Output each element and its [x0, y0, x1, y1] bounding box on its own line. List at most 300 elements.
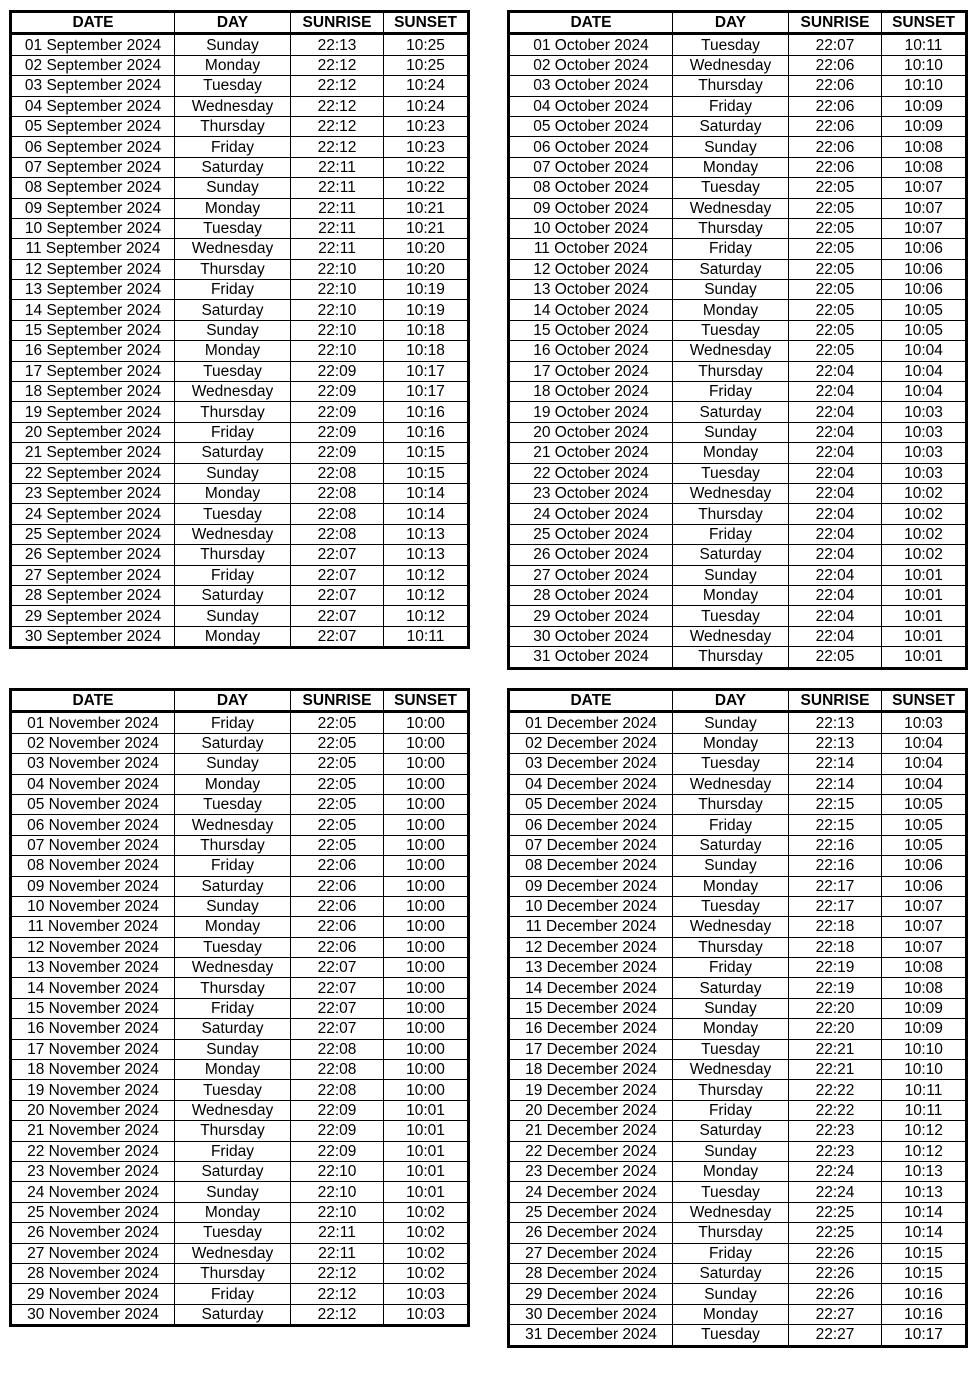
day-cell: Tuesday: [673, 178, 789, 198]
date-cell: 24 October 2024: [509, 504, 673, 524]
sunset-cell: 10:00: [384, 794, 469, 814]
sunrise-cell: 22:25: [789, 1202, 882, 1222]
day-cell: Thursday: [175, 116, 291, 136]
table-row: [11, 341, 469, 361]
sunset-cell: 10:19: [384, 300, 469, 320]
day-cell: Monday: [175, 341, 291, 361]
date-cell: 10 November 2024: [11, 896, 175, 916]
table-row: [509, 504, 967, 524]
table-row: [509, 198, 967, 218]
sunset-cell: 10:13: [882, 1161, 967, 1181]
day-cell: Tuesday: [673, 896, 789, 916]
sunrise-cell: 22:13: [789, 712, 882, 733]
sunrise-cell: 22:23: [789, 1141, 882, 1161]
table-row: [11, 1100, 469, 1120]
date-cell: 04 December 2024: [509, 774, 673, 794]
date-cell: 15 October 2024: [509, 320, 673, 340]
day-cell: Wednesday: [175, 382, 291, 402]
table-row: [11, 754, 469, 774]
table-row: [11, 1223, 469, 1243]
sunrise-cell: 22:08: [291, 463, 384, 483]
date-cell: 26 December 2024: [509, 1223, 673, 1243]
table-row: [509, 1080, 967, 1100]
date-cell: 03 December 2024: [509, 754, 673, 774]
date-cell: 31 October 2024: [509, 647, 673, 668]
sunset-cell: 10:13: [384, 545, 469, 565]
day-cell: Monday: [673, 1019, 789, 1039]
table-row: [11, 917, 469, 937]
sunrise-cell: 22:11: [291, 239, 384, 259]
day-cell: Sunday: [673, 1141, 789, 1161]
table-row: [509, 280, 967, 300]
sunrise-cell: 22:05: [291, 733, 384, 753]
day-cell: Sunday: [673, 856, 789, 876]
table-row: [509, 178, 967, 198]
sunset-cell: 10:00: [384, 774, 469, 794]
day-cell: Tuesday: [673, 1325, 789, 1346]
table-row: [509, 856, 967, 876]
table-row: [11, 565, 469, 585]
date-cell: 13 November 2024: [11, 958, 175, 978]
sunrise-cell: 22:11: [291, 198, 384, 218]
sunset-cell: 10:02: [384, 1243, 469, 1263]
sunset-cell: 10:24: [384, 76, 469, 96]
day-cell: Tuesday: [673, 463, 789, 483]
day-cell: Friday: [175, 712, 291, 733]
header-date: DATE: [509, 690, 673, 712]
sunrise-cell: 22:06: [789, 157, 882, 177]
sunset-cell: 10:23: [384, 116, 469, 136]
day-cell: Thursday: [673, 361, 789, 381]
sunset-cell: 10:07: [882, 937, 967, 957]
sunrise-cell: 22:04: [789, 524, 882, 544]
date-cell: 26 September 2024: [11, 545, 175, 565]
day-cell: Monday: [673, 1304, 789, 1324]
day-cell: Monday: [175, 774, 291, 794]
sunset-cell: 10:04: [882, 382, 967, 402]
day-cell: Wednesday: [673, 483, 789, 503]
day-cell: Thursday: [175, 835, 291, 855]
table-row: [11, 524, 469, 544]
date-cell: 29 November 2024: [11, 1284, 175, 1304]
sunrise-cell: 22:04: [789, 483, 882, 503]
date-cell: 28 November 2024: [11, 1263, 175, 1283]
table-row: [11, 876, 469, 896]
sunset-cell: 10:01: [882, 626, 967, 646]
table-row: [509, 835, 967, 855]
sunrise-cell: 22:04: [789, 382, 882, 402]
day-cell: Saturday: [673, 402, 789, 422]
day-cell: Thursday: [673, 937, 789, 957]
sunset-cell: 10:03: [882, 443, 967, 463]
date-cell: 31 December 2024: [509, 1325, 673, 1346]
sunrise-cell: 22:23: [789, 1121, 882, 1141]
table-row: [509, 137, 967, 157]
sunrise-cell: 22:20: [789, 1019, 882, 1039]
table-row: [509, 647, 967, 668]
date-cell: 27 September 2024: [11, 565, 175, 585]
date-cell: 18 December 2024: [509, 1060, 673, 1080]
date-cell: 07 October 2024: [509, 157, 673, 177]
date-cell: 02 November 2024: [11, 733, 175, 753]
sunset-cell: 10:20: [384, 259, 469, 279]
date-cell: 24 December 2024: [509, 1182, 673, 1202]
sunset-cell: 10:17: [384, 361, 469, 381]
date-cell: 23 December 2024: [509, 1161, 673, 1181]
table-row: [509, 76, 967, 96]
table-row: [11, 712, 469, 733]
day-cell: Thursday: [673, 794, 789, 814]
day-cell: Thursday: [673, 647, 789, 668]
sunset-cell: 10:00: [384, 1039, 469, 1059]
table-row: [509, 55, 967, 75]
day-cell: Sunday: [175, 1039, 291, 1059]
date-cell: 29 December 2024: [509, 1284, 673, 1304]
sunrise-cell: 22:16: [789, 835, 882, 855]
day-cell: Sunday: [673, 712, 789, 733]
header-date: DATE: [509, 12, 673, 34]
table-row: [509, 733, 967, 753]
table-row: [11, 218, 469, 238]
sunset-cell: 10:01: [882, 647, 967, 668]
date-cell: 13 December 2024: [509, 958, 673, 978]
sunrise-cell: 22:19: [789, 978, 882, 998]
header-day: DAY: [673, 12, 789, 34]
date-cell: 27 October 2024: [509, 565, 673, 585]
sunrise-cell: 22:04: [789, 545, 882, 565]
day-cell: Friday: [175, 422, 291, 442]
sunrise-cell: 22:04: [789, 422, 882, 442]
day-cell: Saturday: [175, 1019, 291, 1039]
sunset-cell: 10:00: [384, 958, 469, 978]
day-cell: Tuesday: [175, 361, 291, 381]
sunset-cell: 10:03: [384, 1304, 469, 1325]
table-row: [11, 1080, 469, 1100]
day-cell: Saturday: [673, 116, 789, 136]
sunrise-cell: 22:07: [291, 606, 384, 626]
table-row: [509, 1223, 967, 1243]
sunset-cell: 10:01: [882, 585, 967, 605]
table-row: [509, 1039, 967, 1059]
table-row: [11, 606, 469, 626]
day-cell: Sunday: [175, 606, 291, 626]
day-cell: Saturday: [175, 585, 291, 605]
sunrise-cell: 22:06: [789, 55, 882, 75]
table-row: [509, 1060, 967, 1080]
header-sunset: SUNSET: [882, 690, 967, 712]
date-cell: 11 September 2024: [11, 239, 175, 259]
table-row: [11, 1284, 469, 1304]
sunrise-cell: 22:06: [789, 96, 882, 116]
day-cell: Tuesday: [175, 1080, 291, 1100]
table-row: [11, 937, 469, 957]
date-cell: 03 November 2024: [11, 754, 175, 774]
table-row: [11, 422, 469, 442]
sunset-cell: 10:10: [882, 76, 967, 96]
sunrise-cell: 22:11: [291, 218, 384, 238]
table-row: [11, 402, 469, 422]
table-row: [11, 815, 469, 835]
sunrise-cell: 22:05: [291, 794, 384, 814]
date-cell: 26 November 2024: [11, 1223, 175, 1243]
sunset-cell: 10:09: [882, 998, 967, 1018]
day-cell: Monday: [673, 876, 789, 896]
sunset-cell: 10:11: [882, 34, 967, 55]
day-cell: Saturday: [175, 733, 291, 753]
day-cell: Friday: [175, 1141, 291, 1161]
sunrise-cell: 22:05: [789, 178, 882, 198]
day-cell: Friday: [673, 524, 789, 544]
sunset-cell: 10:03: [882, 422, 967, 442]
date-cell: 17 October 2024: [509, 361, 673, 381]
sunrise-cell: 22:26: [789, 1243, 882, 1263]
sunrise-cell: 22:05: [789, 647, 882, 668]
october-table: [507, 10, 968, 670]
sunset-cell: 10:25: [384, 55, 469, 75]
day-cell: Tuesday: [175, 76, 291, 96]
day-cell: Wednesday: [673, 1060, 789, 1080]
sunrise-cell: 22:04: [789, 443, 882, 463]
day-cell: Tuesday: [673, 34, 789, 55]
sunrise-cell: 22:06: [291, 937, 384, 957]
date-cell: 18 September 2024: [11, 382, 175, 402]
sunset-cell: 10:18: [384, 320, 469, 340]
date-cell: 08 October 2024: [509, 178, 673, 198]
sunrise-cell: 22:08: [291, 1080, 384, 1100]
sunrise-cell: 22:04: [789, 504, 882, 524]
sunset-cell: 10:12: [384, 606, 469, 626]
day-cell: Sunday: [175, 1182, 291, 1202]
sunset-cell: 10:22: [384, 178, 469, 198]
day-cell: Saturday: [175, 443, 291, 463]
sunset-cell: 10:00: [384, 937, 469, 957]
sunset-cell: 10:03: [882, 402, 967, 422]
day-cell: Wednesday: [175, 958, 291, 978]
day-cell: Saturday: [673, 1263, 789, 1283]
day-cell: Friday: [175, 1284, 291, 1304]
sunrise-cell: 22:06: [291, 896, 384, 916]
sunrise-cell: 22:07: [291, 626, 384, 647]
date-cell: 02 October 2024: [509, 55, 673, 75]
date-cell: 19 October 2024: [509, 402, 673, 422]
sunrise-cell: 22:06: [789, 137, 882, 157]
table-row: [11, 1202, 469, 1222]
day-cell: Monday: [175, 483, 291, 503]
date-cell: 15 November 2024: [11, 998, 175, 1018]
sunset-cell: 10:09: [882, 116, 967, 136]
table-row: [11, 137, 469, 157]
sunset-cell: 10:05: [882, 320, 967, 340]
date-cell: 26 October 2024: [509, 545, 673, 565]
table-row: [509, 361, 967, 381]
day-cell: Friday: [673, 815, 789, 835]
day-cell: Friday: [673, 1100, 789, 1120]
sunrise-cell: 22:09: [291, 361, 384, 381]
header-day: DAY: [175, 690, 291, 712]
header-date: DATE: [11, 12, 175, 34]
sunrise-cell: 22:04: [789, 585, 882, 605]
sunset-cell: 10:00: [384, 1019, 469, 1039]
date-cell: 30 September 2024: [11, 626, 175, 647]
sunrise-cell: 22:07: [291, 1019, 384, 1039]
header-row: [11, 690, 469, 712]
table-row: [509, 1161, 967, 1181]
sunset-cell: 10:08: [882, 157, 967, 177]
table-row: [11, 504, 469, 524]
date-cell: 13 October 2024: [509, 280, 673, 300]
november-table: [9, 688, 470, 1327]
table-row: [509, 239, 967, 259]
day-cell: Thursday: [175, 978, 291, 998]
sunrise-cell: 22:07: [291, 585, 384, 605]
date-cell: 21 September 2024: [11, 443, 175, 463]
date-cell: 20 September 2024: [11, 422, 175, 442]
day-cell: Friday: [673, 1243, 789, 1263]
date-cell: 07 November 2024: [11, 835, 175, 855]
table-row: [11, 320, 469, 340]
table-row: [509, 524, 967, 544]
table-row: [509, 937, 967, 957]
header-sunrise: SUNRISE: [789, 12, 882, 34]
date-cell: 25 October 2024: [509, 524, 673, 544]
header-day: DAY: [673, 690, 789, 712]
date-cell: 30 October 2024: [509, 626, 673, 646]
sunset-cell: 10:07: [882, 198, 967, 218]
sunset-cell: 10:06: [882, 876, 967, 896]
sunset-cell: 10:01: [882, 565, 967, 585]
day-cell: Wednesday: [175, 96, 291, 116]
sunset-cell: 10:16: [882, 1304, 967, 1324]
sunrise-cell: 22:11: [291, 157, 384, 177]
sunrise-cell: 22:13: [789, 733, 882, 753]
date-cell: 03 September 2024: [11, 76, 175, 96]
sunset-cell: 10:14: [882, 1202, 967, 1222]
date-cell: 20 December 2024: [509, 1100, 673, 1120]
day-cell: Wednesday: [673, 1202, 789, 1222]
sunset-cell: 10:05: [882, 815, 967, 835]
date-cell: 07 December 2024: [509, 835, 673, 855]
date-cell: 19 December 2024: [509, 1080, 673, 1100]
date-cell: 05 October 2024: [509, 116, 673, 136]
sunrise-cell: 22:16: [789, 856, 882, 876]
sunset-cell: 10:21: [384, 198, 469, 218]
date-cell: 27 December 2024: [509, 1243, 673, 1263]
sunset-cell: 10:13: [384, 524, 469, 544]
sunrise-cell: 22:06: [291, 917, 384, 937]
table-row: [509, 96, 967, 116]
sunrise-cell: 22:05: [789, 341, 882, 361]
sunrise-cell: 22:11: [291, 1243, 384, 1263]
date-cell: 14 November 2024: [11, 978, 175, 998]
header-row: [509, 12, 967, 34]
sunset-cell: 10:06: [882, 280, 967, 300]
table-row: [509, 896, 967, 916]
sunset-cell: 10:04: [882, 341, 967, 361]
sunrise-cell: 22:19: [789, 958, 882, 978]
sunrise-cell: 22:07: [291, 565, 384, 585]
sunset-cell: 10:01: [384, 1182, 469, 1202]
sunrise-cell: 22:22: [789, 1080, 882, 1100]
day-cell: Wednesday: [673, 55, 789, 75]
day-cell: Thursday: [175, 259, 291, 279]
sunset-cell: 10:00: [384, 856, 469, 876]
table-row: [11, 835, 469, 855]
date-cell: 08 December 2024: [509, 856, 673, 876]
date-cell: 12 September 2024: [11, 259, 175, 279]
sunrise-cell: 22:12: [291, 1284, 384, 1304]
day-cell: Monday: [175, 1202, 291, 1222]
date-cell: 18 November 2024: [11, 1060, 175, 1080]
day-cell: Sunday: [175, 754, 291, 774]
date-cell: 05 December 2024: [509, 794, 673, 814]
date-cell: 17 December 2024: [509, 1039, 673, 1059]
sunset-cell: 10:06: [882, 856, 967, 876]
sunrise-cell: 22:05: [291, 815, 384, 835]
date-cell: 28 December 2024: [509, 1263, 673, 1283]
sunset-cell: 10:01: [384, 1121, 469, 1141]
date-cell: 16 December 2024: [509, 1019, 673, 1039]
sunset-cell: 10:15: [882, 1243, 967, 1263]
date-cell: 06 October 2024: [509, 137, 673, 157]
table-row: [509, 259, 967, 279]
day-cell: Sunday: [673, 1284, 789, 1304]
sunrise-cell: 22:14: [789, 774, 882, 794]
table-row: [11, 733, 469, 753]
day-cell: Friday: [673, 382, 789, 402]
day-cell: Sunday: [673, 137, 789, 157]
date-cell: 22 September 2024: [11, 463, 175, 483]
sunrise-cell: 22:22: [789, 1100, 882, 1120]
date-cell: 25 December 2024: [509, 1202, 673, 1222]
date-cell: 08 November 2024: [11, 856, 175, 876]
date-cell: 02 September 2024: [11, 55, 175, 75]
day-cell: Tuesday: [175, 794, 291, 814]
sunrise-cell: 22:05: [789, 280, 882, 300]
sunrise-cell: 22:10: [291, 280, 384, 300]
date-cell: 20 October 2024: [509, 422, 673, 442]
table-row: [11, 1182, 469, 1202]
day-cell: Wednesday: [673, 198, 789, 218]
sunset-cell: 10:00: [384, 1060, 469, 1080]
table-row: [509, 585, 967, 605]
date-cell: 06 November 2024: [11, 815, 175, 835]
table-row: [11, 626, 469, 647]
sunrise-cell: 22:06: [291, 856, 384, 876]
sunrise-cell: 22:05: [789, 259, 882, 279]
sunset-cell: 10:05: [882, 835, 967, 855]
day-cell: Thursday: [673, 218, 789, 238]
sunrise-cell: 22:12: [291, 76, 384, 96]
sunrise-cell: 22:05: [291, 712, 384, 733]
sunrise-cell: 22:17: [789, 896, 882, 916]
sunrise-cell: 22:05: [291, 774, 384, 794]
sunrise-cell: 22:04: [789, 606, 882, 626]
table-row: [11, 116, 469, 136]
date-cell: 10 September 2024: [11, 218, 175, 238]
date-cell: 04 September 2024: [11, 96, 175, 116]
day-cell: Wednesday: [175, 239, 291, 259]
day-cell: Sunday: [175, 320, 291, 340]
day-cell: Friday: [175, 998, 291, 1018]
table-row: [509, 712, 967, 733]
date-cell: 22 October 2024: [509, 463, 673, 483]
table-row: [509, 917, 967, 937]
table-row: [509, 998, 967, 1018]
sunset-cell: 10:24: [384, 96, 469, 116]
table-row: [11, 178, 469, 198]
date-cell: 04 November 2024: [11, 774, 175, 794]
table-row: [11, 157, 469, 177]
